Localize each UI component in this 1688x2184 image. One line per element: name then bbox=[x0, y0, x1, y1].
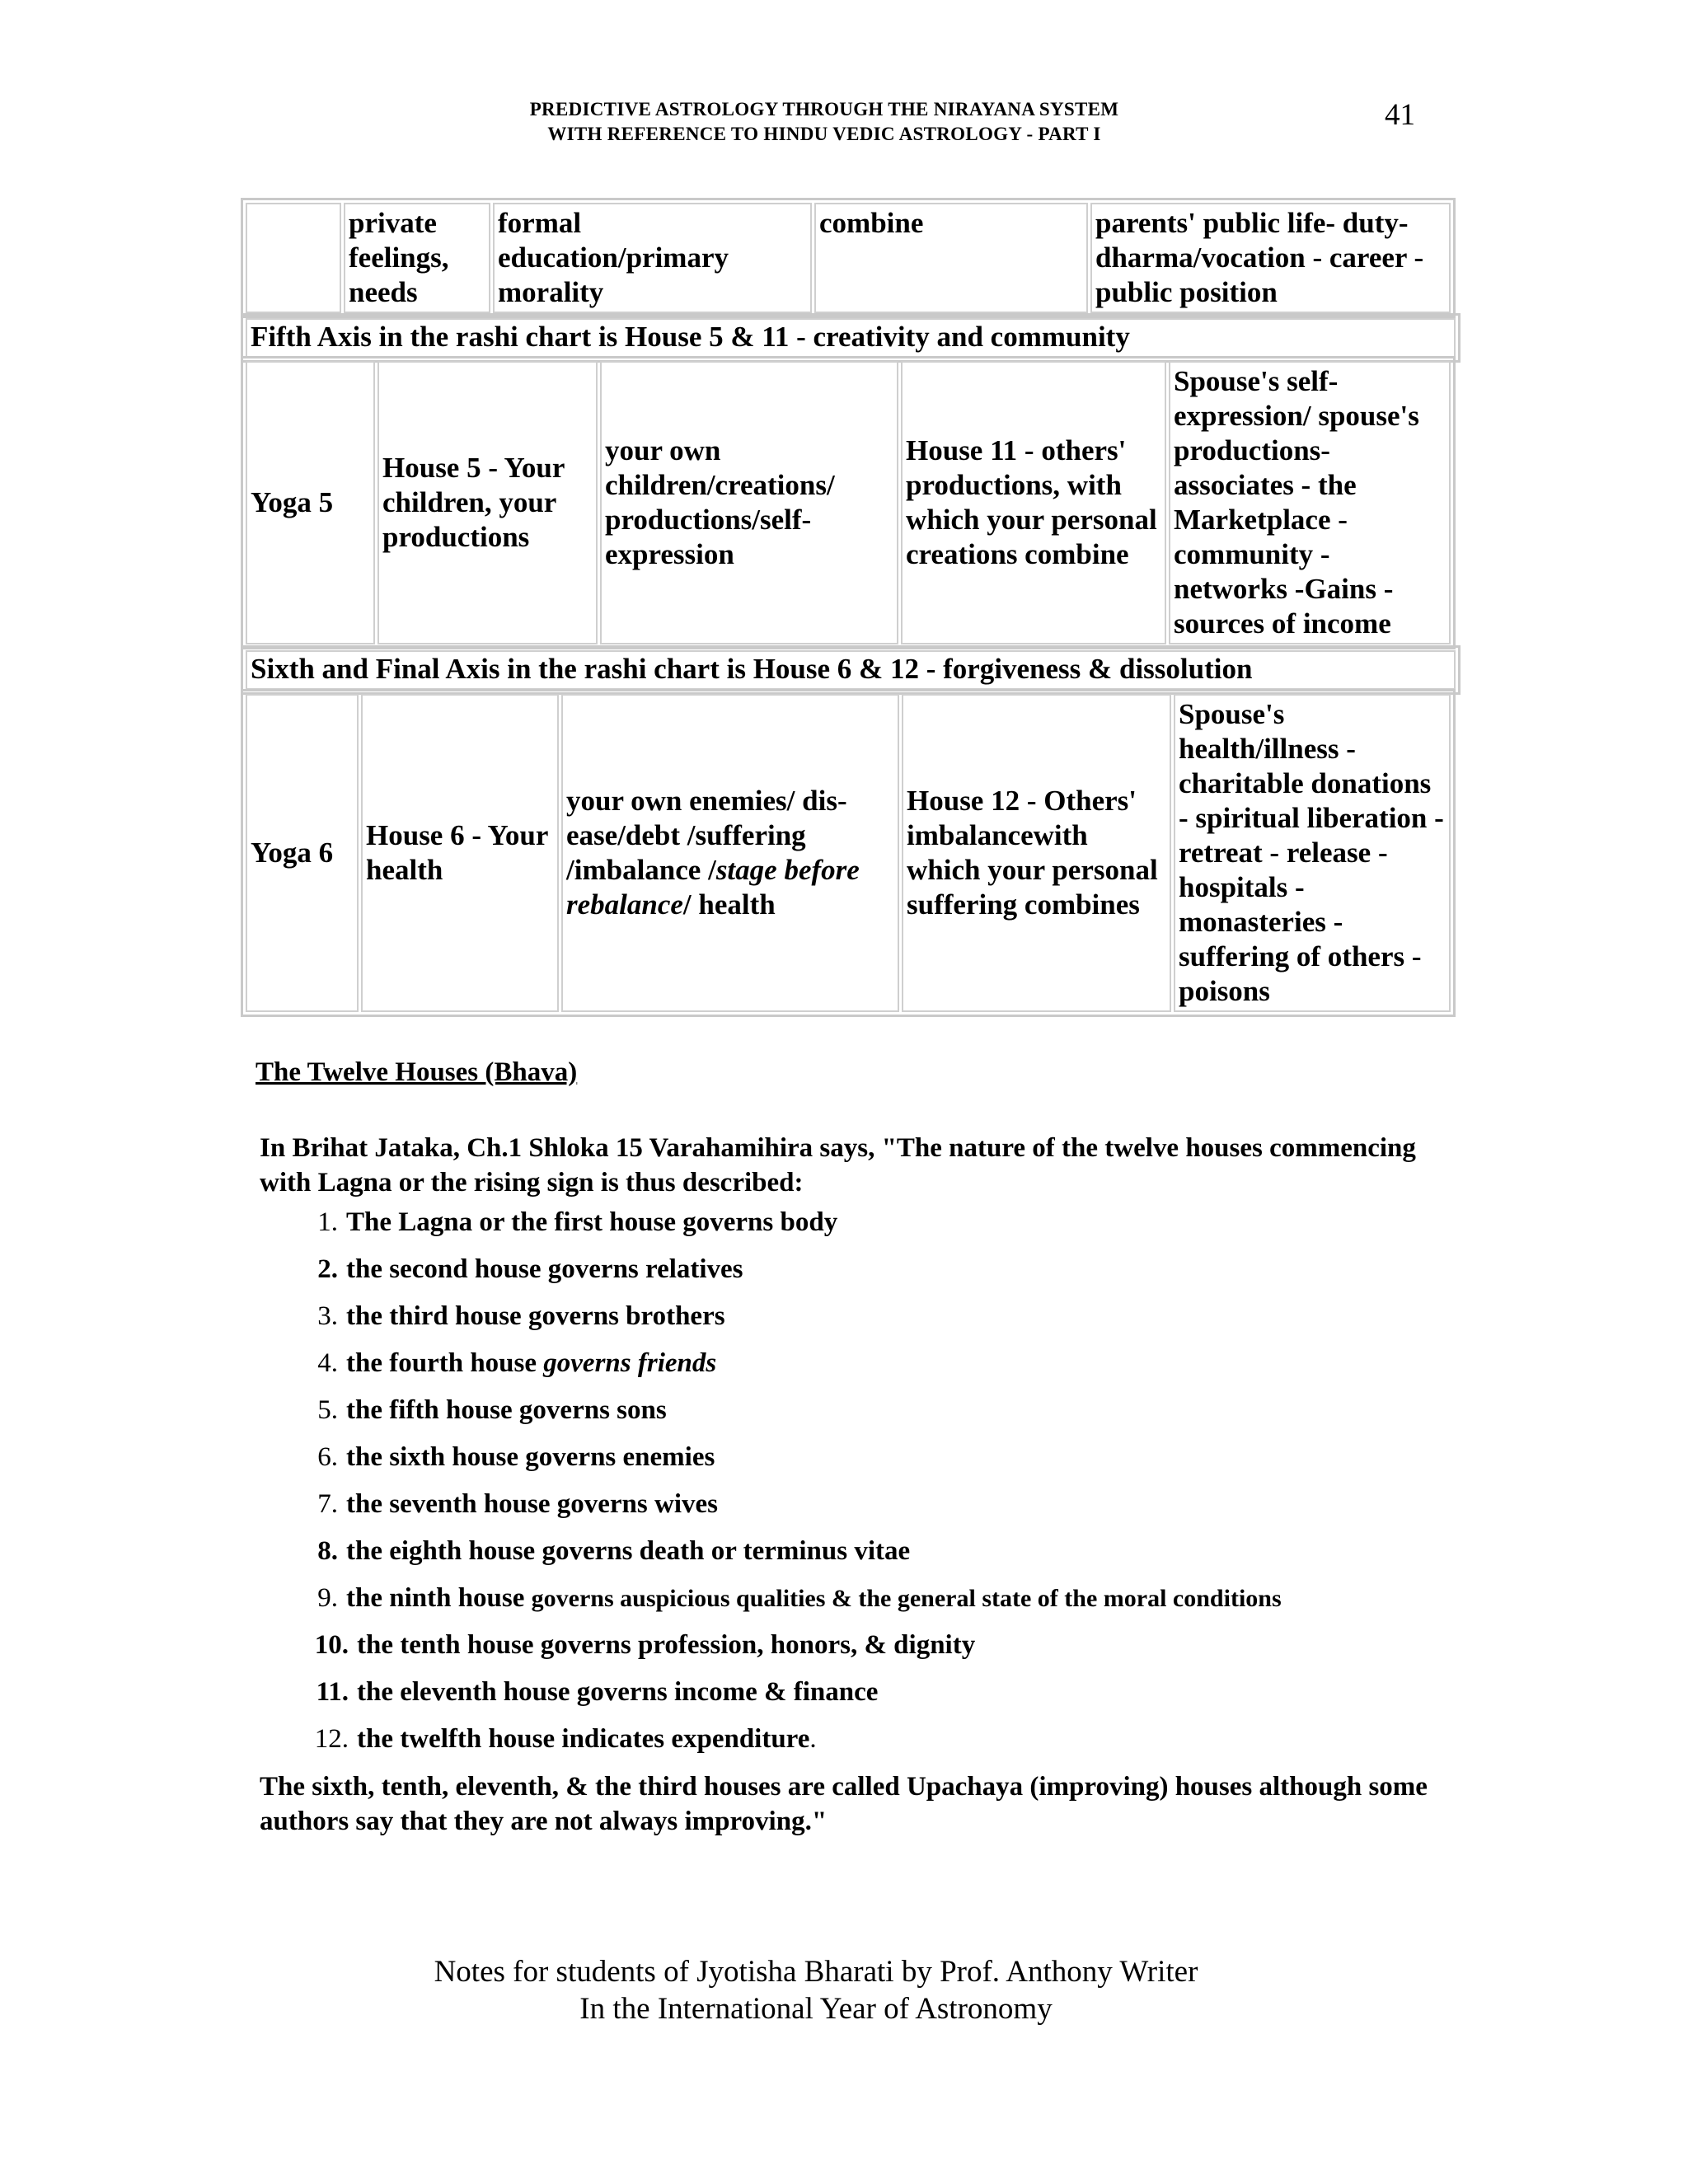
list-text: the fourth house bbox=[346, 1348, 544, 1378]
list-number: 2. bbox=[317, 1254, 338, 1284]
list-item bbox=[260, 1487, 1282, 1534]
list-text: the seventh house governs wives bbox=[346, 1489, 718, 1519]
section-title: The Twelve Houses (Bhava) bbox=[256, 1057, 578, 1087]
list-text: the ninth house bbox=[346, 1583, 532, 1613]
table-row bbox=[246, 694, 1451, 1012]
quote-intro: In Brihat Jataka, Ch.1 Shloka 15 Varahamihira says, "The nature of the twelve houses commencing with Lagna or the rising sign is thus described: bbox=[260, 1133, 1416, 1197]
list-item bbox=[260, 1440, 1282, 1487]
footer-line-2: In the International Year of Astronomy bbox=[579, 1992, 1053, 2026]
footer-line-1: Notes for students of Jyotisha Bharati by Prof. Anthony Writer bbox=[434, 1955, 1198, 1989]
list-number: 1. bbox=[317, 1207, 338, 1237]
page-number: 41 bbox=[1385, 98, 1415, 132]
list-number: 9. bbox=[317, 1583, 338, 1613]
table-row bbox=[246, 361, 1451, 644]
table-cell-public-life: parents' public life- duty-dharma/vocation - career - public position bbox=[1090, 203, 1451, 313]
list-number: 11. bbox=[316, 1677, 349, 1707]
table-cell-empty bbox=[246, 203, 341, 313]
yoga-5-others: House 11 - others' productions, with which your personal creations combine bbox=[901, 361, 1166, 644]
page-footer bbox=[247, 1953, 1385, 2027]
yoga-6-own bbox=[561, 694, 899, 1012]
list-number: 7. bbox=[317, 1489, 338, 1519]
list-text: the tenth house governs profession, honors, & dignity bbox=[357, 1630, 976, 1660]
table-yoga-5 bbox=[241, 356, 1456, 649]
list-item bbox=[260, 1581, 1282, 1628]
list-text: the twelfth house indicates expenditure bbox=[357, 1724, 810, 1754]
list-number: 12. bbox=[314, 1724, 349, 1754]
list-item bbox=[260, 1346, 1282, 1393]
list-text: the eleventh house governs income & finance bbox=[357, 1677, 879, 1707]
table-cell-combine: combine bbox=[814, 203, 1088, 313]
yoga-5-label: Yoga 5 bbox=[246, 361, 375, 644]
list-text: the sixth house governs enemies bbox=[346, 1442, 715, 1472]
axis-6-bar bbox=[241, 645, 1461, 695]
header-line-2: WITH REFERENCE TO HINDU VEDIC ASTROLOGY - PART I bbox=[547, 124, 1101, 144]
list-number: 10. bbox=[314, 1630, 349, 1660]
yoga-5-house: House 5 - Your children, your productions bbox=[377, 361, 598, 644]
list-item bbox=[260, 1252, 1282, 1299]
yoga-6-others: House 12 - Others' imbalancewith which your personal suffering combines bbox=[902, 694, 1171, 1012]
table-cell-private: private feelings, needs bbox=[344, 203, 490, 313]
list-text: the third house governs brothers bbox=[346, 1301, 725, 1331]
page-header bbox=[412, 97, 1236, 147]
list-number: 8. bbox=[317, 1536, 338, 1566]
list-text-small: governs auspicious qualities & the general state of the moral conditions bbox=[531, 1585, 1282, 1612]
yoga-5-own: your own children/creations/ productions/self-expression bbox=[600, 361, 898, 644]
list-item bbox=[260, 1393, 1282, 1440]
list-text-italic: governs friends bbox=[543, 1348, 717, 1378]
list-item bbox=[260, 1628, 1282, 1675]
list-text: The Lagna or the first house governs body bbox=[346, 1207, 838, 1237]
yoga-6-own-part-2: stage before rebalance bbox=[566, 854, 860, 921]
quote-outro: The sixth, tenth, eleventh, & the third houses are called Upachaya (improving) houses although some authors say that they are not always improving." bbox=[260, 1772, 1428, 1836]
list-text: the fifth house governs sons bbox=[346, 1395, 667, 1425]
houses-list bbox=[260, 1205, 1282, 1769]
axis-5-title: Fifth Axis in the rashi chart is House 5 & 11 - creativity and community bbox=[246, 318, 1456, 358]
yoga-5-spouse: Spouse's self-expression/ spouse's productions- associates - the Marketplace - community - networks -Gains - sources of income bbox=[1169, 361, 1451, 644]
list-item bbox=[260, 1299, 1282, 1346]
list-text: the eighth house governs death or terminus vitae bbox=[346, 1536, 911, 1566]
table-yoga-6 bbox=[241, 689, 1456, 1017]
list-text: the second house governs relatives bbox=[346, 1254, 743, 1284]
list-item bbox=[260, 1675, 1282, 1722]
table-cell-education: formal education/primary morality bbox=[493, 203, 812, 313]
axis-5-bar bbox=[241, 313, 1461, 363]
list-item bbox=[260, 1534, 1282, 1581]
axis-6-title: Sixth and Final Axis in the rashi chart is House 6 & 12 - forgiveness & dissolution bbox=[246, 650, 1456, 690]
list-number: 6. bbox=[317, 1442, 338, 1472]
list-number: 5. bbox=[317, 1395, 338, 1425]
list-text-tail: . bbox=[809, 1724, 817, 1754]
table-row bbox=[246, 203, 1451, 313]
yoga-6-house: House 6 - Your health bbox=[361, 694, 559, 1012]
yoga-6-label: Yoga 6 bbox=[246, 694, 359, 1012]
table-continuation bbox=[241, 198, 1456, 318]
list-item bbox=[260, 1205, 1282, 1252]
yoga-6-own-part-1: your own enemies/ dis-ease/debt /suffering /imbalance / bbox=[566, 785, 847, 886]
yoga-6-own-part-3: / health bbox=[682, 888, 776, 921]
list-number: 3. bbox=[317, 1301, 338, 1331]
yoga-6-spouse: Spouse's health/illness - charitable donations - spiritual liberation - retreat - release - hospitals - monasteries - suffering of others - poisons bbox=[1174, 694, 1451, 1012]
list-item bbox=[260, 1722, 1282, 1769]
header-line-1: PREDICTIVE ASTROLOGY THROUGH THE NIRAYANA SYSTEM bbox=[529, 99, 1119, 120]
list-number: 4. bbox=[317, 1348, 338, 1378]
